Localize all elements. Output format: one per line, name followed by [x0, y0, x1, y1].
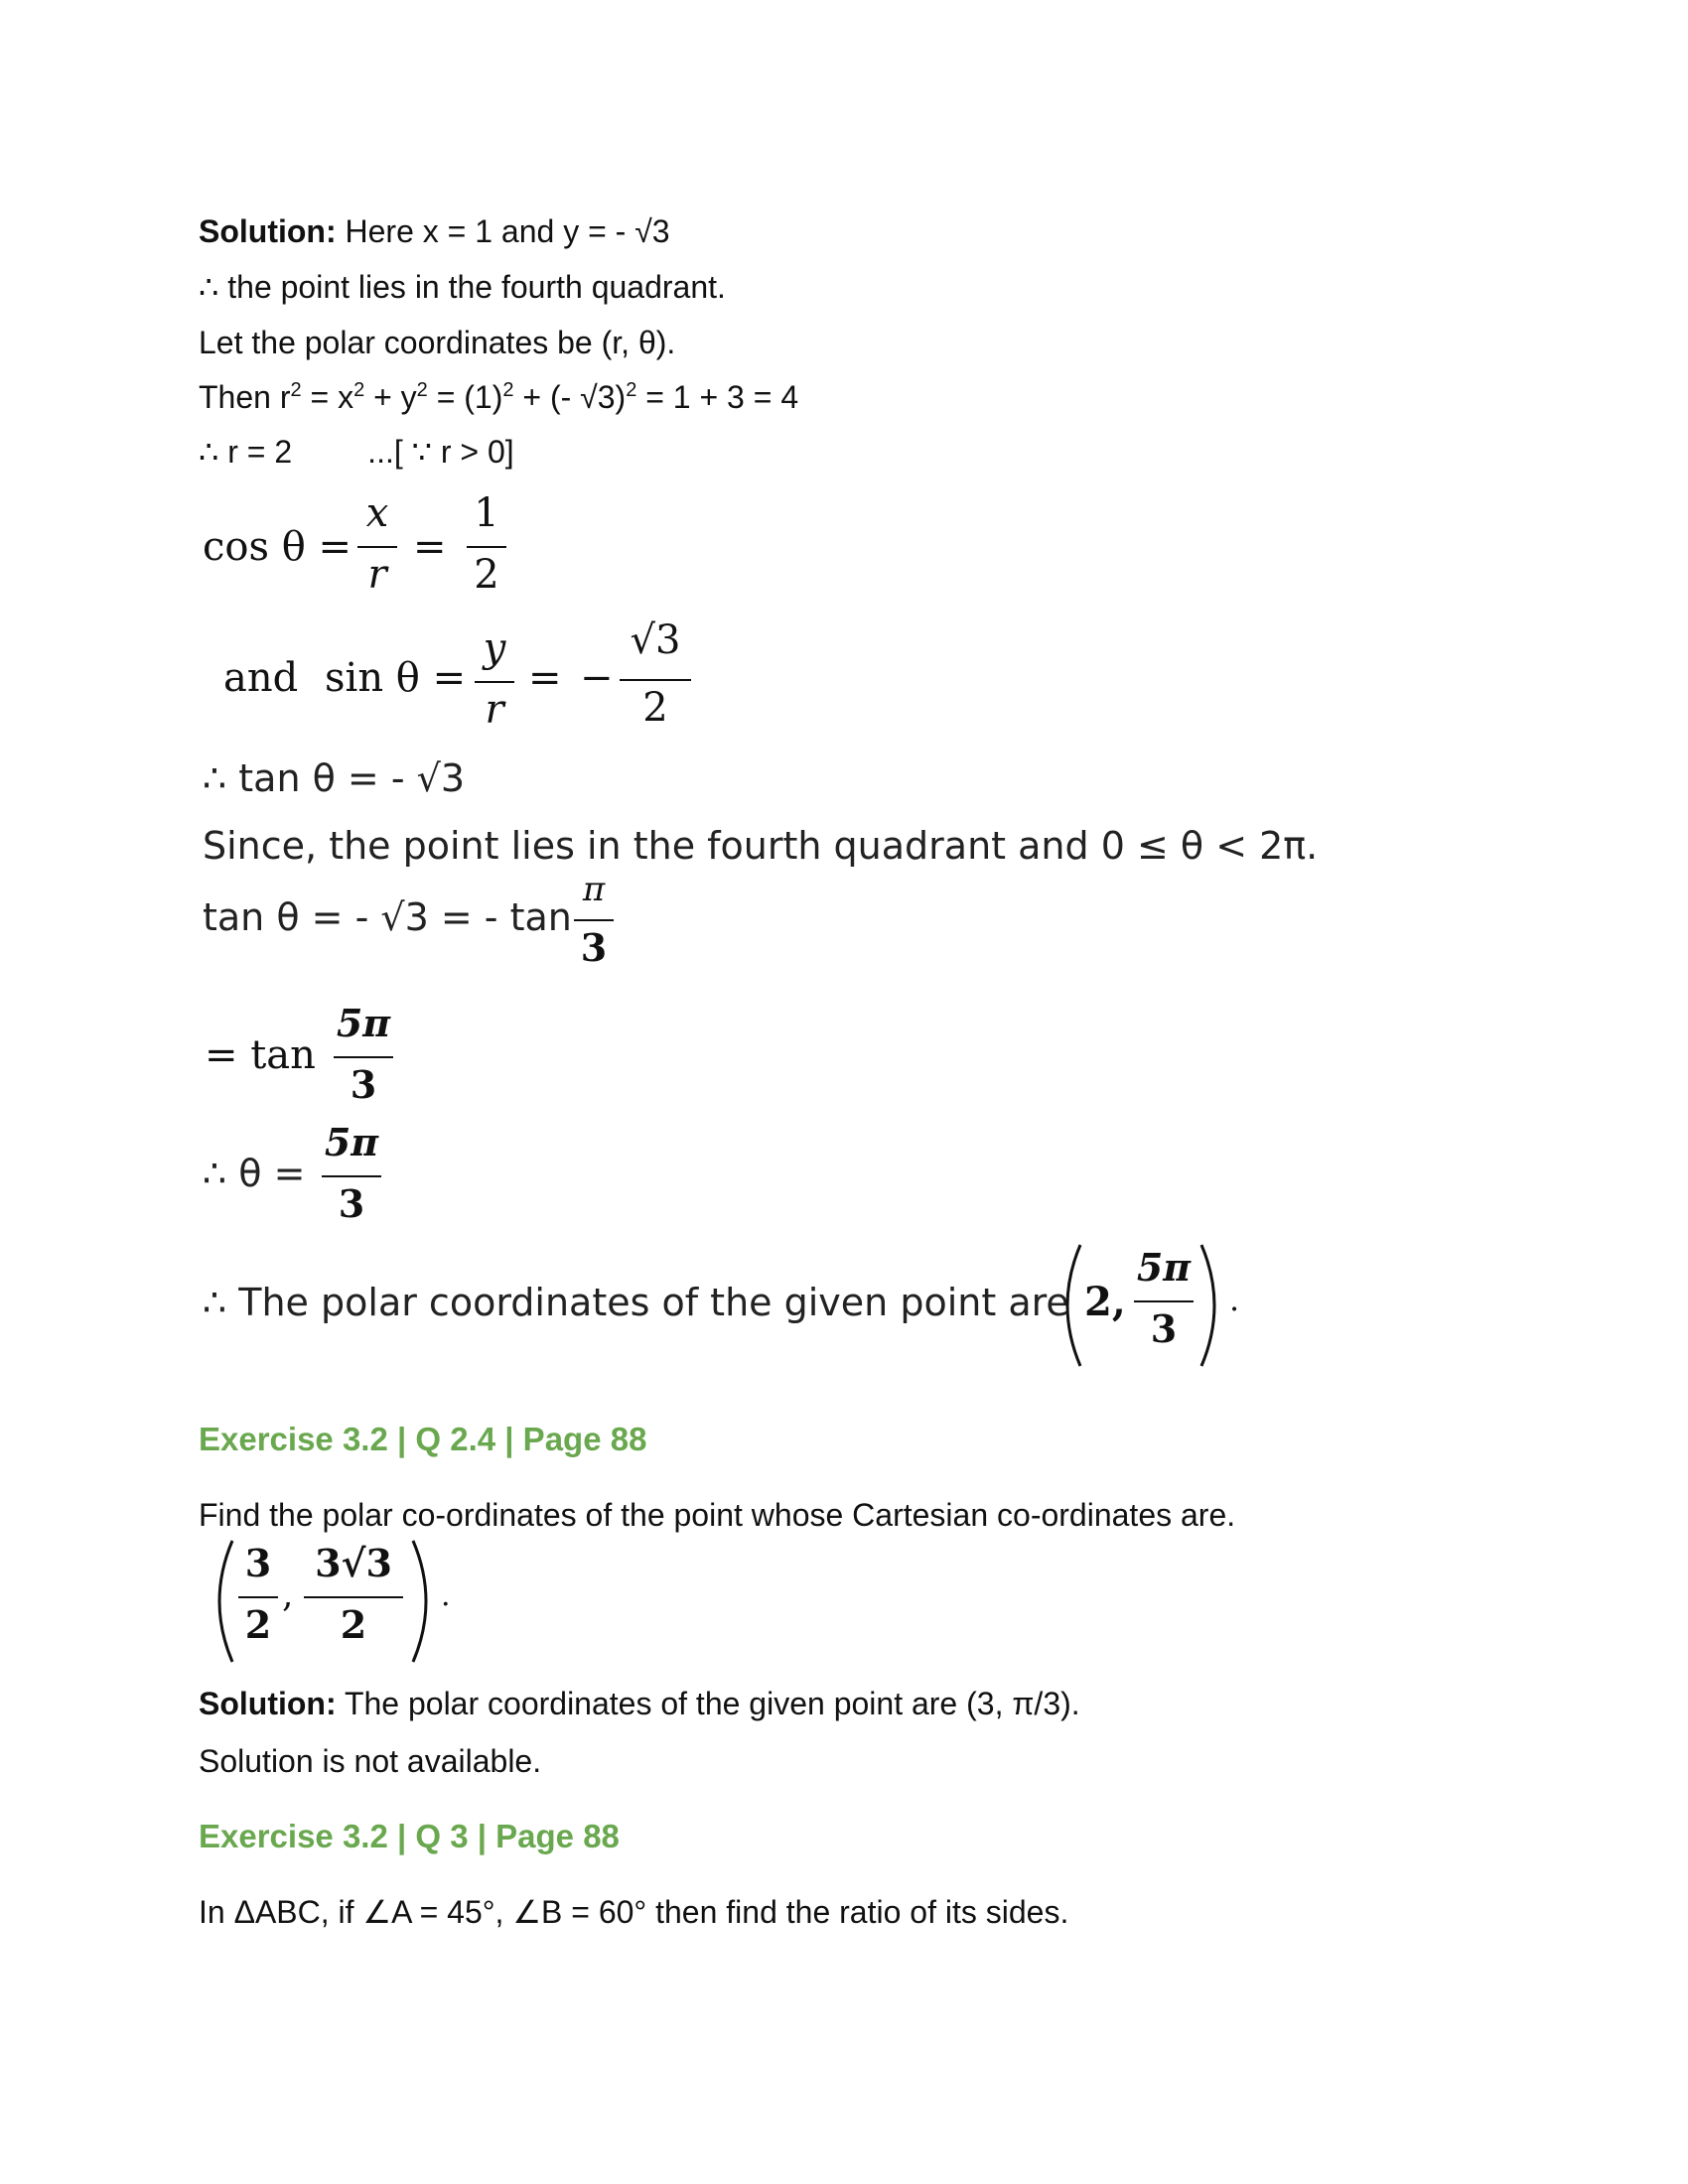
frac-den: 3: [580, 925, 608, 970]
superscript: 2: [502, 379, 514, 401]
text: + (- √3): [513, 379, 627, 415]
fraction-bar: [467, 546, 506, 548]
frac-num: 5π: [1136, 1245, 1192, 1290]
left-paren: [205, 1537, 238, 1666]
exercise-heading-2-4: Exercise 3.2 | Q 2.4 | Page 88: [199, 1421, 647, 1457]
solution-label: Solution:: [199, 213, 337, 249]
left-paren: [1053, 1241, 1086, 1370]
frac-den: 3: [1150, 1306, 1178, 1351]
fraction-bar: [475, 681, 514, 683]
equals: =: [528, 655, 562, 701]
tan-line-2: tan θ = - √3 = - tan: [203, 895, 572, 939]
period: .: [1229, 1281, 1240, 1318]
fraction-bar: [1134, 1300, 1194, 1302]
solution-text: Here x = 1 and y = - √3: [336, 213, 670, 249]
question-2-4: Find the polar co-ordinates of the point whose Cartesian co-ordinates are.: [199, 1497, 1236, 1533]
fraction-bar: [357, 546, 397, 548]
tan-line: ∴ tan θ = - √3: [203, 756, 466, 800]
cos-lhs: cos θ =: [203, 524, 352, 570]
text: = x: [301, 379, 354, 415]
solution-2-4: [199, 1684, 1080, 1723]
superscript: 2: [416, 379, 428, 401]
frac-num: 5π: [336, 1001, 391, 1045]
solution-line-1: [199, 211, 670, 251]
frac-num: y: [483, 625, 506, 671]
solution-line-4: [199, 377, 798, 417]
exercise-heading-3: Exercise 3.2 | Q 3 | Page 88: [199, 1818, 620, 1854]
minus-sign: −: [580, 655, 614, 701]
frac-num: 1: [474, 490, 499, 536]
period: .: [441, 1578, 451, 1613]
text: = 1 + 3 = 4: [636, 379, 799, 415]
solution-line-3: Let the polar coordinates be (r, θ).: [199, 325, 676, 360]
equals: =: [413, 524, 447, 570]
solution-line-2: ∴ the point lies in the fourth quadrant.: [199, 269, 726, 305]
solution-not-available: Solution is not available.: [199, 1743, 542, 1779]
frac-den: 2: [642, 685, 668, 731]
fraction-bar: [334, 1056, 393, 1058]
frac-num: π: [582, 870, 606, 909]
superscript: 2: [626, 379, 637, 401]
question-3: In ΔABC, if ∠A = 45°, ∠B = 60° then find the ratio of its sides.: [199, 1894, 1069, 1930]
frac-den: 2: [244, 1602, 272, 1647]
sin-lhs: sin θ =: [325, 655, 467, 701]
theta-result: ∴ θ =: [203, 1152, 306, 1195]
frac-num: 3: [244, 1541, 272, 1585]
equals-tan: = tan: [205, 1032, 316, 1078]
frac-den: 3: [350, 1062, 377, 1107]
text: ∴ r = 2: [199, 434, 293, 470]
right-paren: [1196, 1241, 1229, 1370]
text: ...[ ∵ r > 0]: [367, 434, 514, 470]
since-line: Since, the point lies in the fourth quadrant and 0 ≤ θ < 2π.: [203, 824, 1319, 868]
text: Then r: [199, 379, 291, 415]
fraction-bar: [574, 919, 614, 921]
fraction-bar: [304, 1596, 403, 1598]
frac-den: 2: [474, 552, 499, 598]
conclusion-text: ∴ The polar coordinates of the given point are: [203, 1281, 1069, 1324]
fraction-bar: [620, 679, 691, 681]
superscript: 2: [290, 379, 302, 401]
solution-label: Solution:: [199, 1686, 337, 1721]
coord-r: 2,: [1084, 1279, 1126, 1325]
frac-den: r: [367, 552, 387, 598]
superscript: 2: [353, 379, 365, 401]
text: + y: [364, 379, 417, 415]
frac-num: 5π: [324, 1120, 379, 1164]
and-word: and: [223, 655, 299, 701]
frac-den: 3: [338, 1181, 365, 1226]
text: = (1): [427, 379, 503, 415]
solution-line-5: [199, 432, 514, 472]
right-paren: [407, 1537, 441, 1666]
comma: ,: [282, 1574, 294, 1615]
solution-text: The polar coordinates of the given point are (3, π/3).: [336, 1686, 1080, 1721]
frac-num: 3√3: [315, 1541, 392, 1585]
frac-den: 2: [340, 1602, 367, 1647]
frac-num: √3: [630, 617, 681, 663]
fraction-bar: [238, 1596, 278, 1598]
frac-den: r: [485, 687, 504, 733]
frac-num: x: [365, 490, 389, 536]
fraction-bar: [322, 1175, 381, 1177]
